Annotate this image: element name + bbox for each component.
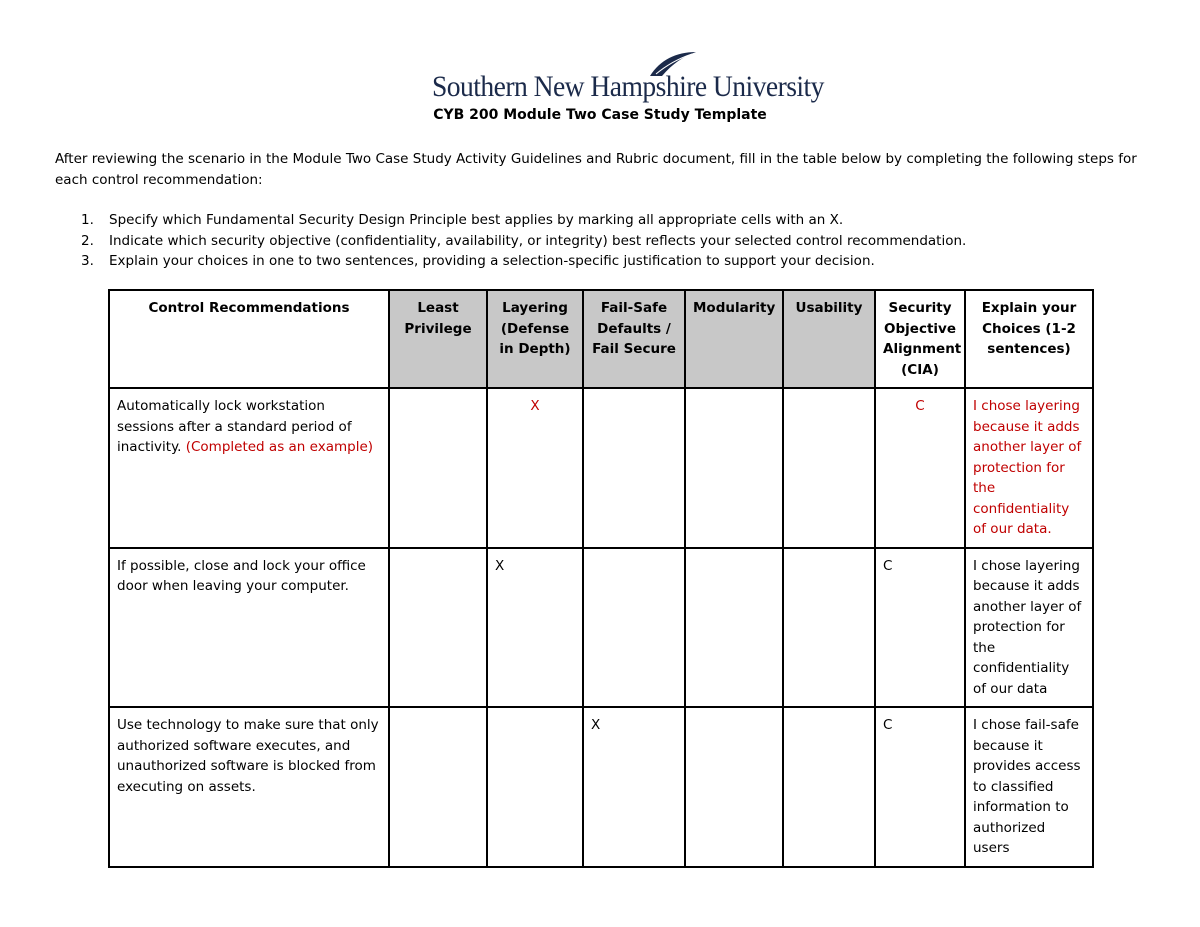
intro-paragraph: After reviewing the scenario in the Module Two Case Study Activity Guidelines and Rubric document, fill in the table below by completing the following steps for each control recommendation: — [55, 151, 1137, 188]
usability-cell[interactable] — [783, 548, 875, 708]
usability-cell[interactable] — [783, 388, 875, 548]
recommendation-text: Automatically lock workstation sessions after a standard period of inactivity. — [117, 398, 352, 455]
fail-safe-cell[interactable]: X — [583, 707, 685, 867]
cia-cell[interactable]: C — [875, 707, 965, 867]
header-cia: Security Objective Alignment (CIA) — [875, 290, 965, 388]
table-row — [109, 707, 1093, 867]
modularity-cell[interactable] — [685, 388, 783, 548]
least-privilege-cell[interactable] — [389, 707, 487, 867]
header-layering: Layering (Defense in Depth) — [487, 290, 583, 388]
control-recommendations-table — [108, 289, 1094, 868]
explanation-cell[interactable]: I chose layering because it adds another layer of protection for the confidentiality of our data. — [965, 388, 1093, 548]
modularity-cell[interactable] — [685, 548, 783, 708]
step-text: Indicate which security objective (confidentiality, availability, or integrity) best reflects your selected control recommendation. — [109, 232, 967, 249]
cia-cell[interactable]: C — [875, 388, 965, 548]
step-text: Specify which Fundamental Security Design Principle best applies by marking all appropriate cells with an X. — [109, 212, 844, 228]
step-number: 3. — [81, 253, 94, 269]
header-usability: Usability — [783, 290, 875, 388]
recommendation-cell[interactable] — [109, 388, 389, 548]
header-control-recommendations: Control Recommendations — [109, 290, 389, 388]
table-row — [109, 388, 1093, 548]
explanation-cell[interactable]: I chose fail-safe because it provides access to classified information to authorized users — [965, 707, 1093, 867]
list-item — [55, 231, 1155, 252]
step-number: 1. — [81, 212, 94, 228]
header-fail-safe: Fail-Safe Defaults / Fail Secure — [583, 290, 685, 388]
header-modularity: Modularity — [685, 290, 783, 388]
table-header-row — [109, 290, 1093, 388]
fail-safe-cell[interactable] — [583, 548, 685, 708]
header-least-privilege: Least Privilege — [389, 290, 487, 388]
layering-cell[interactable]: X — [487, 388, 583, 548]
example-note: (Completed as an example) — [185, 439, 374, 455]
step-number: 2. — [81, 232, 94, 249]
university-name: Southern New Hampshire University — [432, 70, 824, 103]
steps-list — [55, 210, 1155, 272]
step-text: Explain your choices in one to two sentences, providing a selection-specific justification to support your decision. — [109, 253, 875, 269]
usability-cell[interactable] — [783, 707, 875, 867]
recommendation-cell[interactable]: Use technology to make sure that only authorized software executes, and unauthorized software is blocked from executing on assets. — [109, 707, 389, 867]
list-item — [55, 251, 1155, 272]
header-explanation: Explain your Choices (1-2 sentences) — [965, 290, 1093, 388]
explanation-cell[interactable]: I chose layering because it adds another layer of protection for the confidentiality of our data — [965, 548, 1093, 708]
table-row — [109, 548, 1093, 708]
layering-cell[interactable] — [487, 707, 583, 867]
document-title: CYB 200 Module Two Case Study Template — [433, 107, 767, 123]
least-privilege-cell[interactable] — [389, 548, 487, 708]
fail-safe-cell[interactable] — [583, 388, 685, 548]
university-logo — [432, 50, 824, 106]
cia-cell[interactable]: C — [875, 548, 965, 708]
modularity-cell[interactable] — [685, 707, 783, 867]
least-privilege-cell[interactable] — [389, 388, 487, 548]
layering-cell[interactable]: X — [487, 548, 583, 708]
recommendation-cell[interactable]: If possible, close and lock your office door when leaving your computer. — [109, 548, 389, 708]
list-item — [55, 210, 1155, 231]
